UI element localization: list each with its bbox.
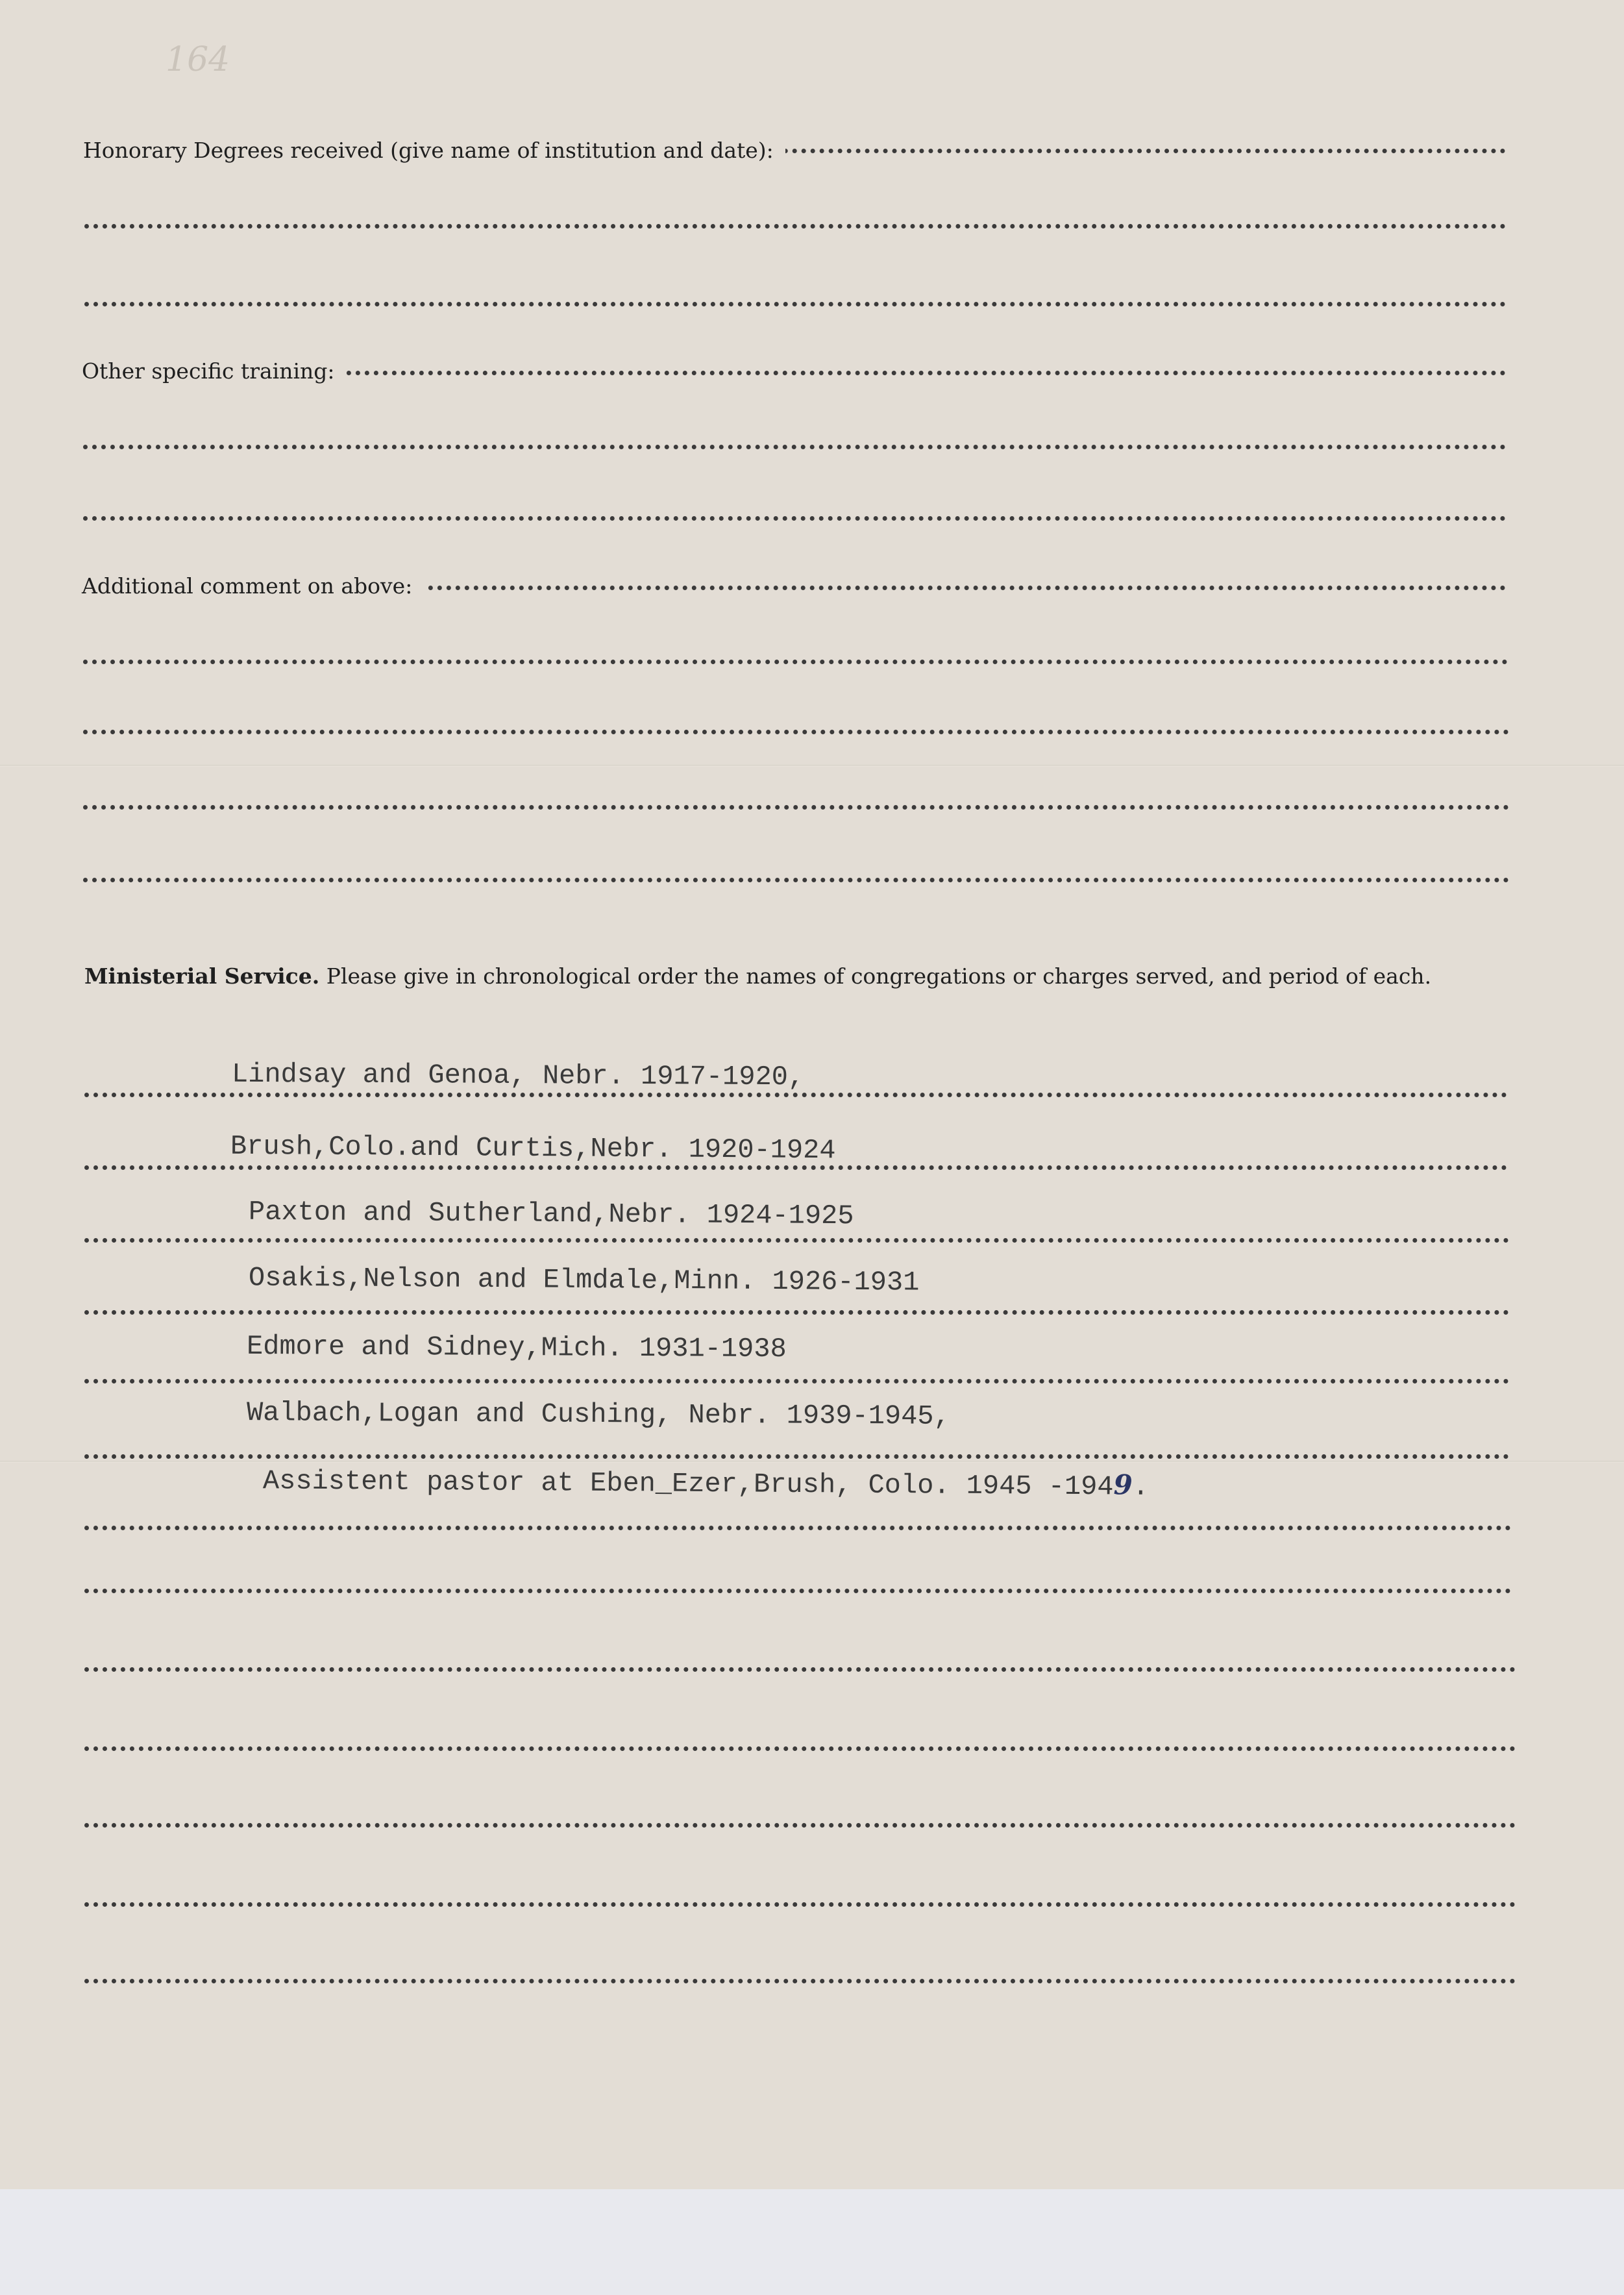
service-entry-7-typed: Assistent pastor at Eben_Ezer,Brush, Colo. 1945 -194 [262,1465,1114,1503]
additional-comment-line-5 [83,878,1509,882]
service-line-12 [84,1902,1516,1907]
additional-comment-line-3 [83,730,1509,734]
service-line-9 [84,1667,1516,1672]
service-line-8 [84,1589,1511,1593]
service-entry-2: Brush,Colo.and Curtis,Nebr. 1920-1924 [230,1130,836,1167]
other-training-line-3 [83,516,1506,521]
service-line-7 [84,1526,1511,1530]
service-line-6 [84,1454,1509,1459]
service-line-11 [84,1823,1516,1828]
honorary-degrees-line-3 [84,302,1506,306]
service-line-13 [84,1979,1516,1983]
service-entry-7-end: . [1132,1471,1150,1503]
service-entry-4: Osakis,Nelson and Elmdale,Minn. 1926-1931 [248,1262,920,1298]
additional-comment-label: Additional comment on above: [82,572,424,601]
ministerial-service-title: Ministerial Service. [84,963,320,989]
service-line-5 [84,1379,1509,1383]
service-line-2 [84,1165,1507,1170]
service-entry-1: Lindsay and Genoa, Nebr. 1917-1920, [231,1058,805,1093]
service-entry-3: Paxton and Sutherland,Nebr. 1924-1925 [248,1196,854,1232]
service-line-1 [84,1093,1507,1097]
ministerial-service-instructions [84,953,1516,1000]
service-line-4 [84,1310,1509,1315]
ministerial-service-text: Please give in chronological order the names of congregations or charges served, and period of each. [326,963,1432,989]
fold-crease-upper [0,765,1624,767]
service-line-3 [84,1238,1509,1243]
service-line-10 [84,1746,1516,1751]
other-training-label: Other specific training: [82,357,347,386]
scan-background-strip [0,2189,1624,2295]
page-number: 164 [166,40,230,79]
additional-comment-line-2 [83,660,1508,664]
other-training-line-2 [83,445,1506,449]
additional-comment-line-4 [83,805,1509,810]
honorary-degrees-line-2 [84,224,1506,229]
service-entry-6: Walbach,Logan and Cushing, Nebr. 1939-1945, [246,1397,950,1432]
fold-crease-lower [0,1461,1624,1463]
honorary-degrees-label: Honorary Degrees received (give name of institution and date): [83,136,785,165]
service-entry-5: Edmore and Sidney,Mich. 1931-1938 [246,1330,787,1365]
handwritten-year-correction: 9 [1113,1469,1133,1501]
service-entry-7 [263,1463,1149,1503]
